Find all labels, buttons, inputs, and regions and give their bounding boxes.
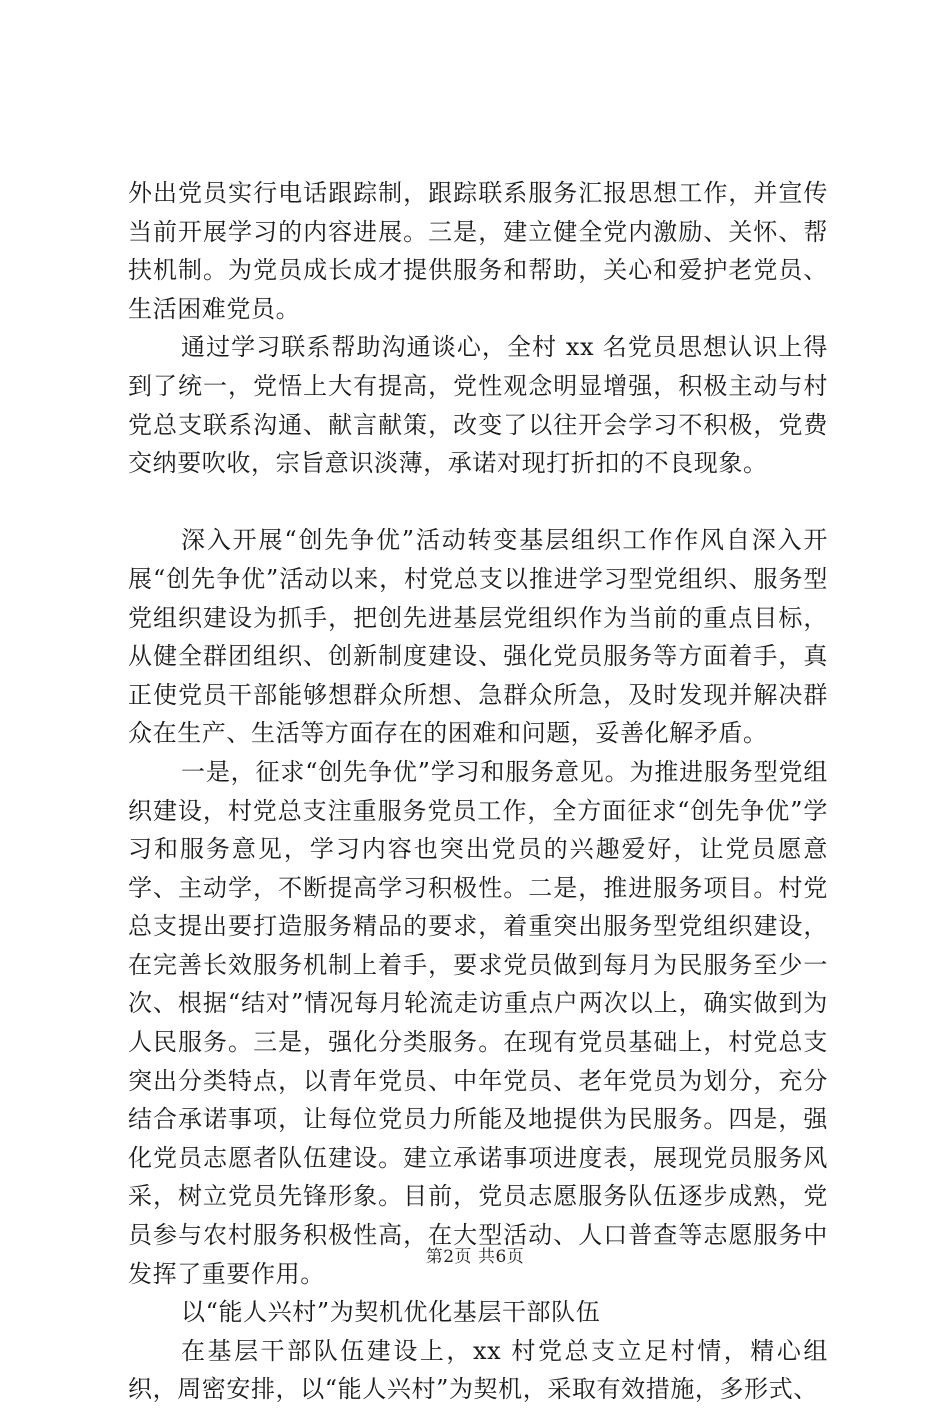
paragraph-study-results: 通过学习联系帮助沟通谈心，全村 xx 名党员思想认识上得到了统一，党悟上大有提高，党性观念明显增强，积极主动与村党总支联系沟通、献言献策，改变了以往开会学习不积极，党费交纳要吹收，宗旨意识淡薄，承诺对现打折扣的不良现象。 xyxy=(128,333,828,478)
paragraph-chuangxian-activity: 深入开展“创先争优”活动转变基层组织工作作风自深入开展“创先争优”活动以来，村党总支以推进学习型党组织、服务型党组织建设为抓手，把创先进基层党组织作为当前的重点目标，从健全群团组织、创新制度建设、强化党员服务等方面着手，真正使党员干部能够想群众所想、急群众所急，及时发现并解决群众在生产、生活等方面存在的困难和问题，妥善化解矛盾。 xyxy=(128,526,828,748)
paragraph-service-measures: 一是，征求“创先争优”学习和服务意见。为推进服务型党组织建设，村党总支注重服务党员工作，全方面征求“创先争优”学习和服务意见，学习内容也突出党员的兴趣爱好，让党员愿意学、主动学，不断提高学习积极性。二是，推进服务项目。村党总支提出要打造服务精品的要求，着重突出服务型党组织建设，在完善长效服务机制上着手，要求党员做到每月为民服务至少一次、根据“结对”情况每月轮流走访重点户两次以上，确实做到为人民服务。三是，强化分类服务。在现有党员基础上，村党总支突出分类特点，以青年党员、中年党员、老年党员为划分，充分结合承诺事项，让每位党员力所能及地提供为民服务。四是，强化党员志愿者队伍建设。建立承诺事项进度表，展现党员服务风采，树立党员先锋形象。目前，党员志愿服务队伍逐步成熟，党员参与农村服务积极性高，在大型活动、人口普查等志愿服务中发挥了重要作用。 xyxy=(128,757,828,1288)
document-body xyxy=(128,174,828,1409)
paragraph-continuation: 外出党员实行电话跟踪制，跟踪联系服务汇报思想工作，并宣传当前开展学习的内容进展。三是，建立健全党内激励、关怀、帮扶机制。为党员成长成才提供服务和帮助，关心和爱护老党员、生活困难党员。 xyxy=(128,179,828,323)
section-heading-nengren-xingcun: 以“能人兴村”为契机优化基层干部队伍 xyxy=(181,1298,601,1327)
page-number-footer: 第2页 共6页 xyxy=(425,1247,525,1267)
paragraph-cadre-team: 在基层干部队伍建设上，xx 村党总支立足村情，精心组织，周密安排，以“能人兴村”为契机，采取有效措施，多形式、 xyxy=(128,1336,828,1404)
blank-line xyxy=(128,483,828,522)
